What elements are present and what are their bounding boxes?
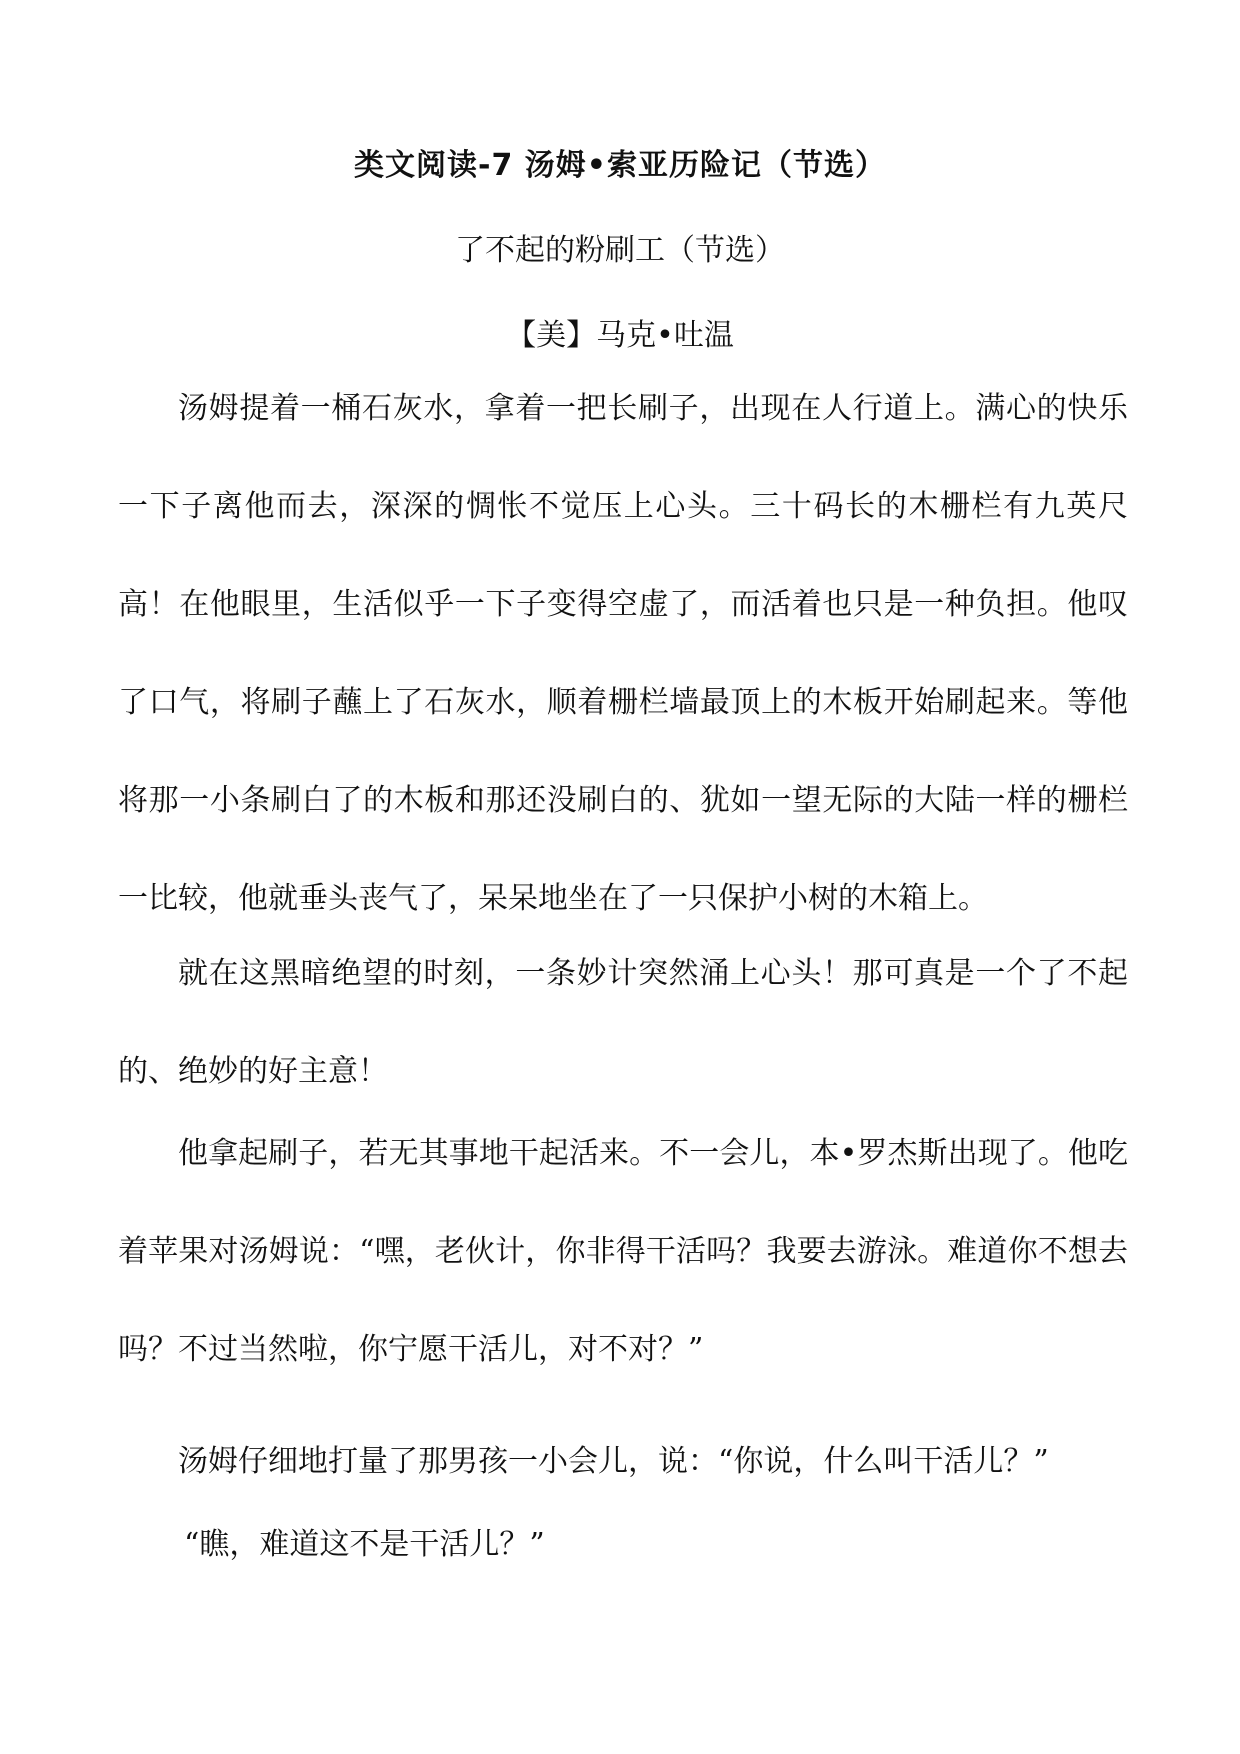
paragraph: 他拿起刷子，若无其事地干起活来。不一会儿，本•罗杰斯出现了。他吃着苹果对汤姆说：“嘿，老伙计，你非得干活吗？我要去游泳。难道你不想去吗？不过当然啦，你宁愿干活儿，对不对？” — [118, 1136, 1128, 1367]
paragraph: 汤姆仔细地打量了那男孩一小会儿，说：“你说，什么叫干活儿？” — [178, 1444, 1049, 1479]
document-title: 类文阅读-7 汤姆•索亚历险记（节选） — [354, 148, 886, 183]
paragraph: 汤姆提着一桶石灰水，拿着一把长刷子，出现在人行道上。满心的快乐一下子离他而去，深深的惆怅不觉压上心头。三十码长的木栅栏有九英尺高！在他眼里，生活似乎一下子变得空虚了，而活着也只是一种负担。他叹了口气，将刷子蘸上了石灰水，顺着栅栏墙最顶上的木板开始刷起来。等他将那一小条刷白了的木板和那还没刷白的、犹如一望无际的大陆一样的栅栏一比较，他就垂头丧气了，呆呆地坐在了一只保护小树的木箱上。 — [118, 391, 1128, 916]
paragraph: 就在这黑暗绝望的时刻，一条妙计突然涌上心头！那可真是一个了不起的、绝妙的好主意！ — [118, 956, 1128, 1089]
document-author: 【美】马克•吐温 — [506, 318, 734, 353]
document-subtitle: 了不起的粉刷工（节选） — [455, 233, 785, 268]
paragraph: “瞧，难道这不是干活儿？” — [184, 1527, 545, 1562]
